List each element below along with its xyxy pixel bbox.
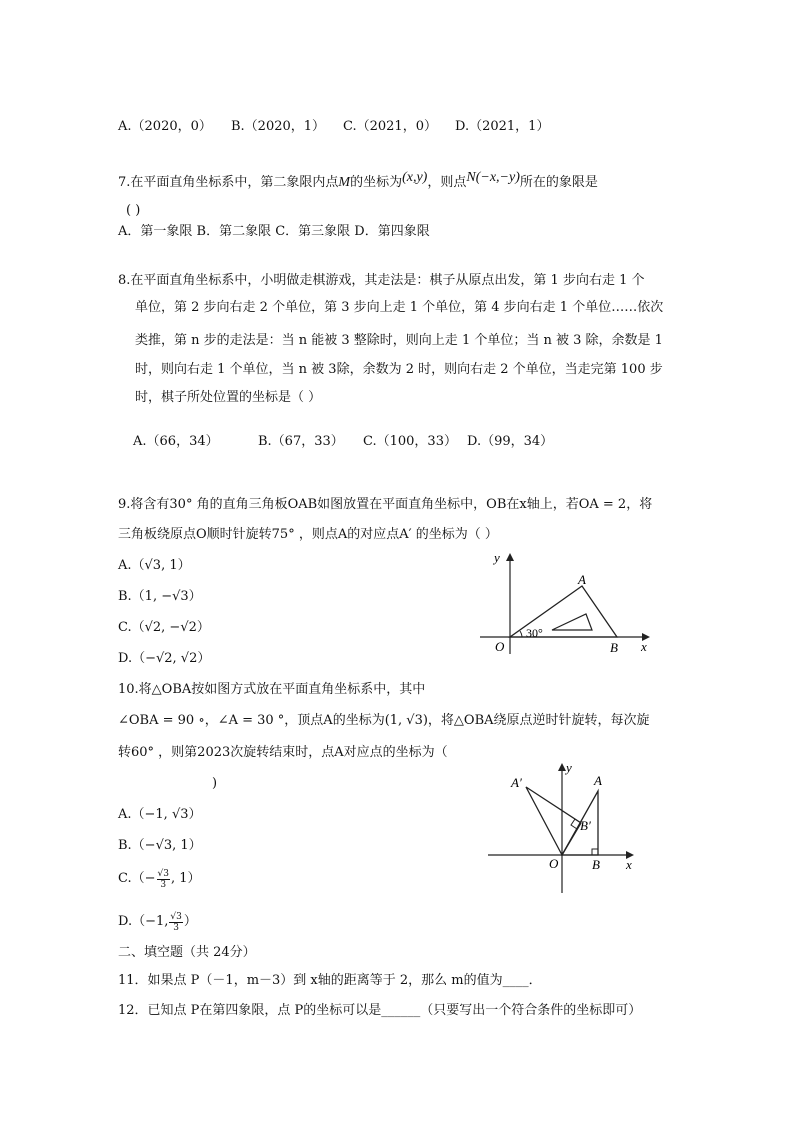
q10-option-c-prefix: C.（− [118,871,156,886]
q10-y-arrow [558,763,566,771]
q10-label-x: x [626,857,632,872]
q10-option-a: A.（−1, √3） [118,807,202,822]
q9-option-b: B.（1, −√3） [118,589,202,604]
q10-option-d-prefix: D.（−1, [118,914,169,929]
q7-point-m: M [338,175,351,190]
q9-label-y: y [494,550,500,565]
section-2-heading: 二、填空题（共 24分） [118,945,256,960]
q9-y-arrow [506,553,514,561]
q9-option-a: A.（√3, 1） [118,558,191,573]
q8-line-4: 时，则向右走 1 个单位，当 n 被 3除，余数为 2 时，则向右走 2 个单位，当走完第 100 步 [135,362,663,377]
q10-option-b: B.（−√3, 1） [118,838,202,853]
q9-label-a: A [578,572,586,587]
q11: 11．如果点 P（－1，m－3）到 x轴的距离等于 2，那么 m的值为____． [118,973,542,988]
q8-line-1: 8.在平面直角坐标系中，小明做走棋游戏，其走法是：棋子从原点出发，第 1 步向右走 1 个 [118,273,645,288]
q12: 12．已知点 P在第四象限，点 P的坐标可以是______（只要写出一个符合条件的坐标即可） [118,1003,642,1018]
q10-label-y: y [566,760,572,775]
q6-option-b: B.（2020，1） [231,119,326,134]
q9-option-c: C.（√2, −√2） [118,620,210,635]
q8-option-b: B.（67，33） [258,434,344,449]
q10-label-o: O [549,856,559,871]
q7-stem [118,170,598,191]
q10-option-d-suffix: ） [183,914,197,929]
q10-option-c-numerator: √3 [157,868,169,879]
q9-line-2: 三角板绕原点O顺时针旋转75° ，则点A的对应点A′ 的坐标为（ ） [118,527,498,542]
q9-label-b: B [610,640,618,655]
q10-option-c-fraction [157,869,170,890]
q9-label-x: x [641,639,647,654]
q7-coord-n: N(−x,−y) [466,170,520,185]
q10-paren-close: ) [212,776,218,791]
q9-line-1: 9.将含有30° 角的直角三角板OAB如图放置在平面直角坐标中，OB在x轴上，若OA = 2，将 [118,497,653,512]
q10-figure [486,758,646,896]
q8-option-a: A.（66，34） [133,434,219,449]
q8-option-c: C.（100，33） [363,434,457,449]
q9-inner-triangle [552,614,592,630]
q9-label-o: O [495,639,505,654]
q7-text-1: 7.在平面直角坐标系中，第二象限内点 [118,175,339,190]
q9-option-d: D.（−√2, √2） [118,651,211,666]
q10-line-1: 10.将△OBA按如图方式放在平面直角坐标系中，其中 [118,682,426,697]
q10-option-d-denominator: 3 [173,922,179,933]
q10-option-d-numerator: √3 [170,911,182,922]
q10-option-d-fraction [169,912,182,933]
q8-option-d: D.（99，34） [467,434,554,449]
q7-answer-paren: ( ) [126,203,141,218]
q10-option-c-suffix: , 1） [170,871,201,886]
q6-option-c: C.（2021，0） [343,119,437,134]
q8-line-3: 类推，第 n 步的走法是：当 n 能被 3 整除时，则向上走 1 个单位；当 n 被 3 除，余数是 1 [135,333,663,348]
q7-text-2: 的坐标为 [350,175,403,190]
q9-label-angle: 30° [526,626,543,640]
q7-text-3: ，则点 [427,175,467,190]
q6-option-d: D.（2021，1） [455,119,550,134]
q7-options: A．第一象限 B．第二象限 C．第三象限 D．第四象限 [118,224,430,239]
q10-option-c-denominator: 3 [160,879,167,890]
q8-line-5: 时，棋子所处位置的坐标是（ ） [135,390,322,405]
q9-figure [478,548,658,658]
q10-label-b1: B′ [580,818,591,833]
q10-line-3: 转60° ，则第2023次旋转结束时，点A对应点的坐标为（ [118,745,448,760]
q10-option-c [118,864,201,894]
q8-line-2: 单位，第 2 步向右走 2 个单位，第 3 步向上走 1 个单位，第 4 步向右走 1 个单位……依次 [135,300,664,315]
q9-angle-arc [520,631,522,637]
q6-option-a: A.（2020，0） [118,119,212,134]
q10-label-a: A [594,773,602,788]
q10-line-2: ∠OBA = 90 ∘，∠A = 30 °，顶点A的坐标为(1, √3)，将△OBA绕原点逆时针旋转，每次旋 [118,713,650,728]
q10-label-a1: A′ [511,775,522,790]
q7-coord-m: (x,y) [402,170,428,185]
q10-rotated-triangle [526,787,581,855]
q10-label-b: B [592,857,600,872]
q10-option-d [118,907,197,937]
q7-text-4: 所在的象限是 [519,175,598,190]
q10-right-angle-b [592,849,598,855]
